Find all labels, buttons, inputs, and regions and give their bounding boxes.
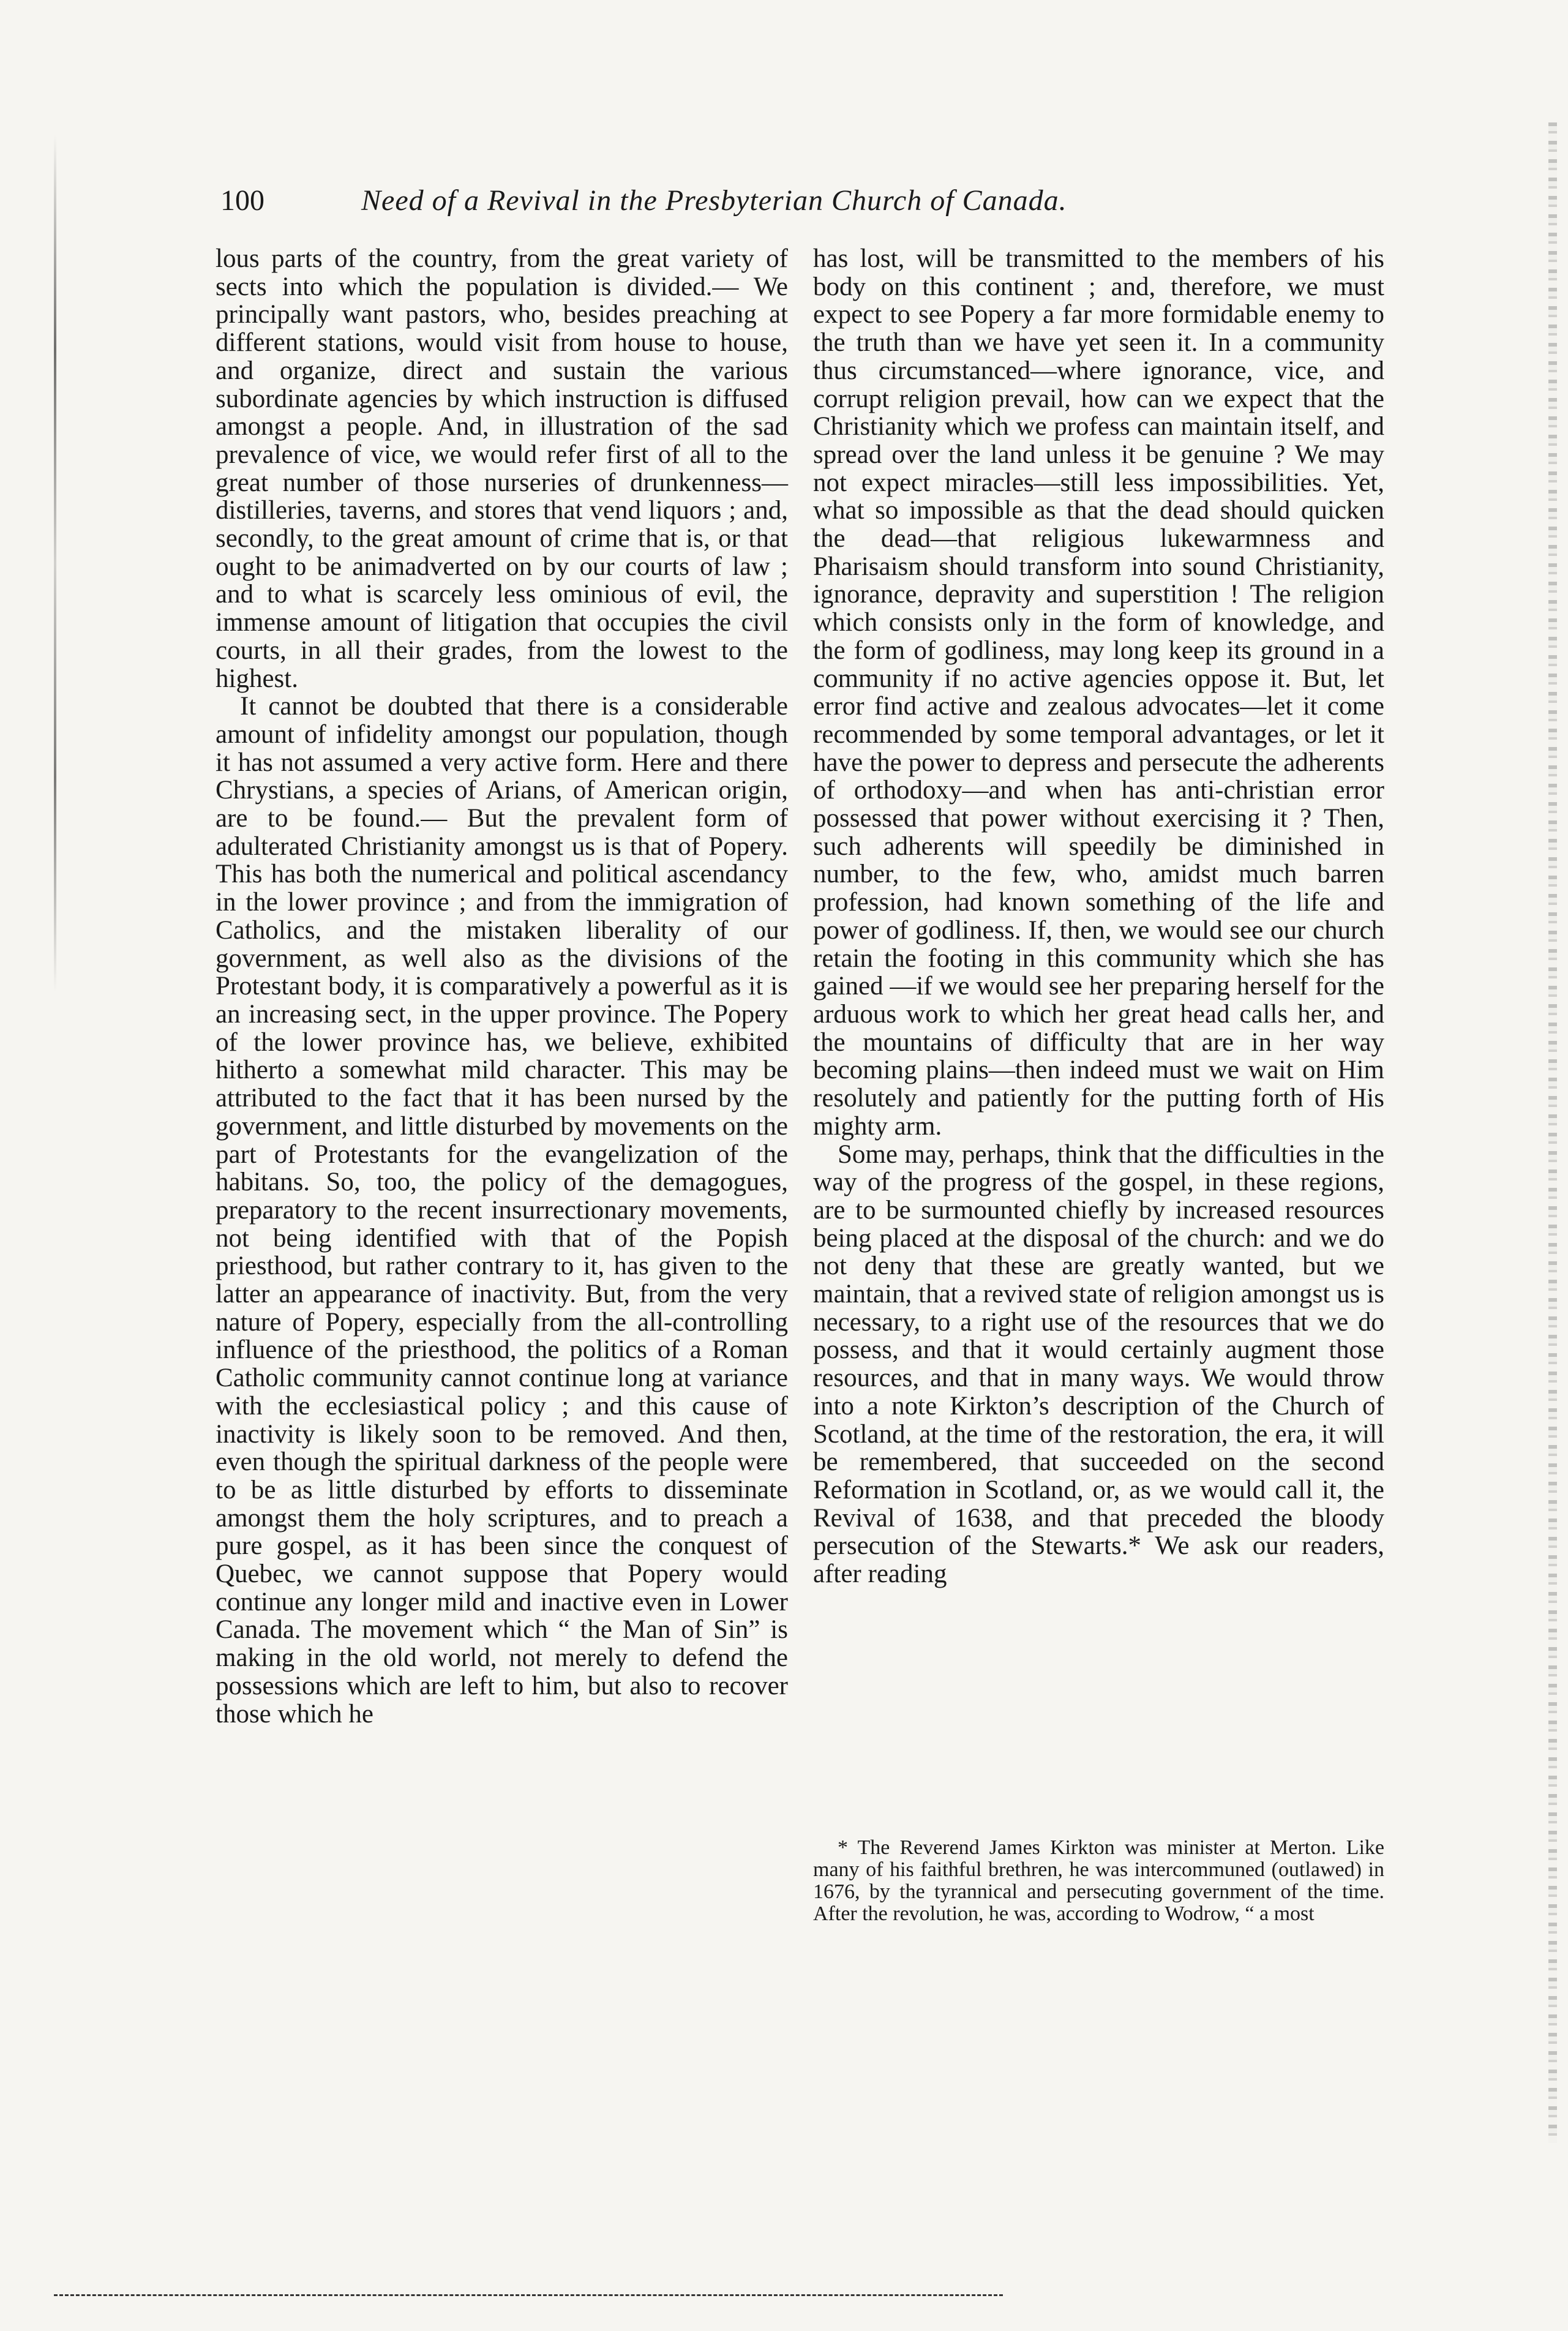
- left-column: [216, 245, 788, 1728]
- page-header: [220, 184, 1225, 233]
- paragraph: has lost, will be transmitted to the members of his body on this continent ; and, therefore, we must expect to see Popery a far more formidable enemy to the truth than we have yet seen it. In a community thus circumstanced—where ignorance, vice, and corrupt religion prevail, how can we expect that the Christianity which we profess can maintain itself, and spread over the land unless it be genuine ? We may not expect miracles—still less impossibilities. Yet, what so impossible as that the dead should quicken the dead—that religious lukewarmness and Pharisaism should transform into sound Christianity, ignorance, depravity and superstition ! The religion which consists only in the form of knowledge, and the form of godliness, may long keep its ground in a community if no active agencies oppose it. But, let error find active and zealous advocates—let it come recommended by some temporal advantages, or let it have the power to depress and persecute the adherents of orthodoxy—and when has anti-christian error possessed that power without exercising it ? Then, such adherents will speedily be diminished in number, to the few, who, amidst much barren profession, had known something of the life and power of godliness. If, then, we would see our church retain the footing in this community which she has gained —if we would see her preparing herself for the arduous work to which her great head calls her, and the mountains of difficulty that are in her way becoming plains—then indeed must we wait on Him resolutely and patiently for the putting forth of His mighty arm.: [813, 244, 1384, 1141]
- running-title: Need of a Revival in the Presbyterian Church of Canada.: [361, 184, 1067, 217]
- scan-edge-left: [54, 135, 56, 992]
- right-column: [813, 245, 1384, 1588]
- scan-edge-right: [1548, 122, 1557, 2143]
- bottom-rule: [54, 2294, 1003, 2296]
- footnote-text: * The Reverend James Kirkton was minister at Merton. Like many of his faithful brethren, he was intercommuned (outlawed) in 1676, by the tyrannical and persecuting government of the time. After the revolution, he was, according to Wodrow, “ a most: [813, 1836, 1384, 1925]
- page-number: 100: [220, 184, 264, 217]
- paragraph: It cannot be doubted that there is a considerable amount of infidelity amongst our population, though it has not assumed a very active form. Here and there Chrystians, a species of Arians, of American origin, are to be found.— But the prevalent form of adulterated Christianity amongst us is that of Popery. This has both the numerical and political ascendancy in the lower province ; and from the immigration of Catholics, and the mistaken liberality of our government, as well also as the divisions of the Protestant body, it is comparatively a powerful as it is an increasing sect, in the upper province. The Popery of the lower province has, we believe, exhibited hitherto a somewhat mild character. This may be attributed to the fact that it has been nursed by the government, and little disturbed by movements on the part of Protestants for the evangelization of the habitans. So, too, the policy of the demagogues, preparatory to the recent insurrectionary movements, not being identified with that of the Popish priesthood, but rather contrary to it, has given to the latter an appearance of inactivity. But, from the very nature of Popery, especially from the all-controlling influence of the priesthood, the politics of a Roman Catholic community cannot continue long at variance with the ecclesiastical policy ; and this cause of inactivity is likely soon to be removed. And then, even though the spiritual darkness of the people were to be as little disturbed by efforts to disseminate amongst them the holy scriptures, and to preach a pure gospel, as it has been since the conquest of Quebec, we cannot suppose that Popery would continue any longer mild and inactive even in Lower Canada. The movement which “ the Man of Sin” is making in the old world, not merely to defend the possessions which are left to him, but also to recover those which he: [216, 692, 788, 1729]
- paragraph: lous parts of the country, from the great variety of sects into which the population is divided.— We principally want pastors, who, besides preaching at different stations, would visit from house to house, and organize, direct and sustain the various subordinate agencies by which instruction is diffused amongst a people. And, in illustration of the sad prevalence of vice, we would refer first of all to the great number of those nurseries of drunkenness—distilleries, taverns, and stores that vend liquors ; and, secondly, to the great amount of crime that is, or that ought to be animadverted on by our courts of law ; and to what is scarcely less ominious of evil, the immense amount of litigation that occupies the civil courts, in all their grades, from the lowest to the highest.: [216, 244, 788, 693]
- paragraph: Some may, perhaps, think that the difficulties in the way of the progress of the gospel, in these regions, are to be surmounted chiefly by increased resources being placed at the disposal of the church: and we do not deny that these are greatly wanted, but we maintain, that a revived state of religion amongst us is necessary, to a right use of the resources that we do possess, and that it would certainly augment those resources, and that in many ways. We would throw into a note Kirkton’s description of the Church of Scotland, at the time of the restoration, the era, it will be remembered, that succeeded on the second Reformation in Scotland, or, as we would call it, the Revival of 1638, and that preceded the bloody persecution of the Stewarts.* We ask our readers, after reading: [813, 1139, 1384, 1589]
- footnote: [813, 1837, 1384, 1925]
